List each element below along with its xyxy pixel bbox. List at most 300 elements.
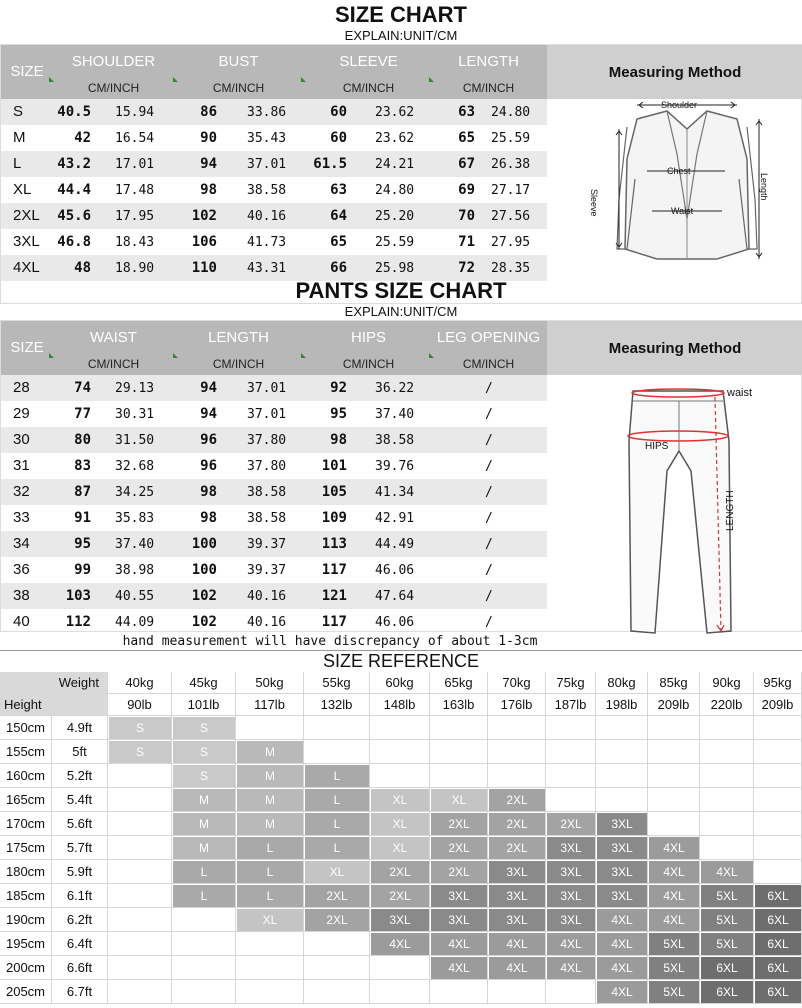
size-cell	[304, 740, 370, 764]
marker-icon	[173, 353, 178, 358]
inch-value: 46.06	[375, 563, 415, 578]
cm-value: 83	[74, 458, 91, 474]
size-suggestion: 2XL	[371, 861, 429, 883]
cm-value: 44.4	[57, 182, 91, 198]
height-cm: 165cm	[0, 788, 52, 812]
height-cm: 180cm	[0, 860, 52, 884]
size-cell	[370, 980, 430, 1004]
size-suggestion: 4XL	[701, 861, 753, 883]
size-suggestion: 6XL	[701, 957, 753, 979]
cm-value: 102	[191, 588, 217, 604]
size-suggestion: 3XL	[547, 885, 595, 907]
height-ft: 6.2ft	[52, 908, 108, 932]
weight-kg: 65kg	[430, 672, 488, 694]
cm-value: 80	[74, 432, 91, 448]
size-cell	[108, 788, 172, 812]
leg-opening-value: /	[485, 615, 493, 630]
jacket-title: SIZE CHART	[335, 2, 467, 27]
size-suggestion: 4XL	[597, 957, 647, 979]
size-suggestion: 4XL	[649, 909, 699, 931]
size-label: 31	[13, 457, 30, 474]
cm-value: 42	[74, 130, 91, 146]
cm-value: 92	[330, 380, 347, 396]
size-suggestion: M	[173, 789, 235, 811]
size-cell	[546, 980, 596, 1004]
size-suggestion: 6XL	[755, 885, 801, 907]
size-suggestion: M	[237, 765, 303, 787]
weight-lb: 187lb	[546, 694, 596, 716]
size-cell	[488, 764, 546, 788]
weight-kg: 55kg	[304, 672, 370, 694]
weight-lb: 117lb	[236, 694, 304, 716]
inch-value: 41.34	[375, 485, 415, 500]
weight-lb: 209lb	[648, 694, 700, 716]
weight-kg: 95kg	[754, 672, 802, 694]
size-suggestion: 2XL	[371, 885, 429, 907]
size-cell	[700, 812, 754, 836]
size-cell	[108, 884, 172, 908]
size-cell	[236, 716, 304, 740]
jacket-diagram	[597, 99, 777, 269]
size-cell	[108, 836, 172, 860]
size-suggestion: 3XL	[489, 885, 545, 907]
leg-opening-value: /	[485, 485, 493, 500]
size-cell	[430, 716, 488, 740]
height-cm: 190cm	[0, 908, 52, 932]
cm-value: 65	[458, 130, 475, 146]
size-suggestion: 6XL	[701, 981, 753, 1003]
inch-value: 39.76	[375, 459, 415, 474]
size-cell	[754, 788, 802, 812]
weight-kg: 40kg	[108, 672, 172, 694]
diagram-label-chest: Chest	[667, 166, 691, 176]
size-suggestion: XL	[237, 909, 303, 931]
inch-value: 31.50	[115, 433, 155, 448]
inch-value: 15.94	[115, 105, 155, 120]
unit-label: CM/INCH	[212, 81, 265, 95]
cm-value: 105	[321, 484, 347, 500]
height-cm: 150cm	[0, 716, 52, 740]
size-suggestion: M	[237, 789, 303, 811]
inch-value: 38.58	[247, 183, 287, 198]
inch-value: 24.80	[375, 183, 415, 198]
diagram-label-shoulder: Shoulder	[661, 100, 698, 110]
table-row	[1, 401, 547, 427]
size-cell	[430, 764, 488, 788]
size-suggestion: XL	[371, 813, 429, 835]
cm-value: 45.6	[57, 208, 91, 224]
size-cell	[304, 956, 370, 980]
diagram-label-waist: Waist	[671, 206, 694, 216]
height-cm: 155cm	[0, 740, 52, 764]
weight-kg: 50kg	[236, 672, 304, 694]
cm-value: 94	[200, 156, 217, 172]
size-suggestion: 4XL	[431, 957, 487, 979]
size-suggestion: 5XL	[649, 933, 699, 955]
inch-value: 32.68	[115, 459, 155, 474]
inch-value: 46.06	[375, 615, 415, 630]
cm-value: 69	[458, 182, 475, 198]
inch-value: 27.56	[491, 209, 531, 224]
cm-value: 60	[330, 104, 347, 120]
size-cell	[304, 716, 370, 740]
height-cm: 175cm	[0, 836, 52, 860]
weight-lb: 90lb	[108, 694, 172, 716]
weight-label: Weight	[0, 672, 108, 694]
cm-value: 109	[321, 510, 347, 526]
height-label: Height	[0, 694, 108, 716]
inch-value: 17.48	[115, 183, 155, 198]
diagram-label-length: Length	[759, 173, 769, 201]
cm-value: 102	[191, 614, 217, 630]
size-suggestion: 5XL	[649, 957, 699, 979]
cm-value: 98	[200, 182, 217, 198]
size-suggestion: 2XL	[547, 813, 595, 835]
size-cell	[172, 932, 236, 956]
inch-value: 42.91	[375, 511, 415, 526]
size-reference-title: SIZE REFERENCE	[0, 650, 802, 672]
size-suggestion: 5XL	[701, 885, 753, 907]
leg-opening-value: /	[485, 407, 493, 422]
size-cell	[648, 812, 700, 836]
height-ft: 5.7ft	[52, 836, 108, 860]
size-suggestion: 3XL	[431, 885, 487, 907]
cm-value: 117	[321, 562, 347, 578]
unit-label: CM/INCH	[462, 81, 515, 95]
height-ft: 6.6ft	[52, 956, 108, 980]
height-ft: 4.9ft	[52, 716, 108, 740]
size-label: 2XL	[13, 207, 40, 224]
inch-value: 17.95	[115, 209, 155, 224]
height-ft: 5.6ft	[52, 812, 108, 836]
table-row	[1, 505, 547, 531]
height-ft: 5ft	[52, 740, 108, 764]
size-cell	[108, 860, 172, 884]
inch-value: 25.59	[375, 235, 415, 250]
measurement-note: hand measurement will have discrepancy of about 1-3cm	[122, 634, 538, 649]
col-waist: WAIST	[90, 329, 137, 346]
pants-table-header	[1, 321, 547, 375]
size-suggestion: 3XL	[547, 861, 595, 883]
inch-value: 25.20	[375, 209, 415, 224]
weight-lb: 148lb	[370, 694, 430, 716]
size-cell	[236, 956, 304, 980]
weight-kg: 45kg	[172, 672, 236, 694]
inch-value: 24.80	[491, 105, 531, 120]
size-cell	[488, 980, 546, 1004]
inch-value: 41.73	[247, 235, 287, 250]
size-suggestion: L	[173, 885, 235, 907]
inch-value: 18.43	[115, 235, 155, 250]
weight-lb: 176lb	[488, 694, 546, 716]
size-cell	[596, 716, 648, 740]
cm-value: 106	[191, 234, 217, 250]
size-suggestion: L	[237, 861, 303, 883]
inch-value: 37.80	[247, 433, 287, 448]
cm-value: 72	[458, 260, 475, 276]
size-cell	[488, 740, 546, 764]
cm-value: 100	[191, 536, 217, 552]
inch-value: 25.98	[375, 261, 415, 276]
inch-value: 39.37	[247, 563, 287, 578]
size-suggestion: 4XL	[649, 885, 699, 907]
size-cell	[430, 980, 488, 1004]
cm-value: 48	[74, 260, 91, 276]
table-row	[1, 557, 547, 583]
weight-kg: 85kg	[648, 672, 700, 694]
size-cell	[596, 764, 648, 788]
inch-value: 35.83	[115, 511, 155, 526]
diagram-label-hips: HIPS	[645, 441, 669, 452]
size-cell	[108, 980, 172, 1004]
size-suggestion: M	[173, 837, 235, 859]
size-label: 36	[13, 561, 30, 578]
size-cell	[754, 836, 802, 860]
cm-value: 87	[74, 484, 91, 500]
inch-value: 37.01	[247, 381, 287, 396]
size-suggestion: 2XL	[305, 909, 369, 931]
size-cell	[648, 764, 700, 788]
pants-title: PANTS SIZE CHART	[295, 278, 507, 303]
cm-value: 94	[200, 406, 217, 422]
inch-value: 38.58	[247, 511, 287, 526]
jacket-size-table	[0, 44, 802, 304]
cm-value: 40.5	[57, 104, 91, 120]
size-suggestion: 4XL	[489, 957, 545, 979]
cm-value: 61.5	[313, 156, 347, 172]
weight-lb: 209lb	[754, 694, 802, 716]
size-suggestion: 4XL	[431, 933, 487, 955]
weight-lb: 101lb	[172, 694, 236, 716]
size-suggestion: 3XL	[597, 837, 647, 859]
size-cell	[700, 836, 754, 860]
height-cm: 170cm	[0, 812, 52, 836]
inch-value: 37.40	[115, 537, 155, 552]
size-suggestion: 5XL	[701, 933, 753, 955]
inch-value: 23.62	[375, 131, 415, 146]
cm-value: 98	[330, 432, 347, 448]
cm-value: 103	[65, 588, 91, 604]
jacket-measuring-method-label: Measuring Method	[547, 45, 802, 99]
size-cell	[546, 716, 596, 740]
table-row	[1, 375, 547, 401]
size-cell	[108, 956, 172, 980]
size-cell	[172, 956, 236, 980]
inch-value: 43.31	[247, 261, 287, 276]
unit-label: CM/INCH	[342, 357, 395, 371]
size-cell	[546, 764, 596, 788]
size-suggestion: 2XL	[489, 789, 545, 811]
col-length: LENGTH	[458, 53, 519, 70]
weight-kg: 75kg	[546, 672, 596, 694]
table-row	[1, 583, 547, 609]
inch-value: 25.59	[491, 131, 531, 146]
size-suggestion: 6XL	[755, 957, 801, 979]
size-suggestion: 4XL	[489, 933, 545, 955]
pants-measuring-method-label: Measuring Method	[547, 321, 802, 375]
marker-icon	[173, 77, 178, 82]
inch-value: 16.54	[115, 131, 155, 146]
size-suggestion: 3XL	[597, 861, 647, 883]
weight-lb: 220lb	[700, 694, 754, 716]
size-suggestion: 4XL	[597, 909, 647, 931]
size-suggestion: L	[305, 837, 369, 859]
inch-value: 26.38	[491, 157, 531, 172]
cm-value: 91	[74, 510, 91, 526]
size-cell	[754, 764, 802, 788]
size-suggestion: XL	[431, 789, 487, 811]
cm-value: 70	[458, 208, 475, 224]
table-row	[1, 479, 547, 505]
size-label: L	[13, 155, 22, 172]
size-suggestion: S	[109, 741, 171, 763]
size-suggestion: 3XL	[371, 909, 429, 931]
col-leg-opening: LEG OPENING	[436, 329, 541, 346]
leg-opening-value: /	[485, 563, 493, 578]
size-suggestion: 4XL	[649, 837, 699, 859]
height-cm: 160cm	[0, 764, 52, 788]
size-suggestion: 4XL	[547, 957, 595, 979]
size-label: 29	[13, 405, 30, 422]
size-label: 34	[13, 535, 30, 552]
size-suggestion: S	[173, 765, 235, 787]
table-row	[1, 177, 547, 203]
size-cell	[648, 740, 700, 764]
size-cell	[754, 812, 802, 836]
size-label: M	[13, 129, 26, 146]
col-bust: BUST	[218, 53, 259, 70]
height-ft: 5.4ft	[52, 788, 108, 812]
size-cell	[648, 788, 700, 812]
size-suggestion: 3XL	[547, 909, 595, 931]
cm-value: 113	[321, 536, 347, 552]
cm-value: 95	[330, 406, 347, 422]
size-suggestion: 3XL	[547, 837, 595, 859]
size-suggestion: 3XL	[489, 861, 545, 883]
size-suggestion: 4XL	[649, 861, 699, 883]
size-cell	[546, 740, 596, 764]
table-row	[1, 203, 547, 229]
inch-value: 44.49	[375, 537, 415, 552]
inch-value: 18.90	[115, 261, 155, 276]
diagram-label-length: LENGTH	[725, 490, 736, 531]
table-row	[1, 229, 547, 255]
size-cell	[108, 908, 172, 932]
inch-value: 17.01	[115, 157, 155, 172]
inch-value: 27.95	[491, 235, 531, 250]
cm-value: 110	[191, 260, 217, 276]
size-cell	[754, 740, 802, 764]
cm-value: 99	[74, 562, 91, 578]
weight-lb: 163lb	[430, 694, 488, 716]
cm-value: 64	[330, 208, 347, 224]
unit-label: CM/INCH	[87, 81, 140, 95]
inch-value: 44.09	[115, 615, 155, 630]
col-size: SIZE	[10, 63, 44, 80]
size-cell	[430, 740, 488, 764]
size-suggestion: M	[237, 813, 303, 835]
size-cell	[108, 764, 172, 788]
col-sleeve: SLEEVE	[339, 53, 398, 70]
size-suggestion: L	[237, 885, 303, 907]
inch-value: 47.64	[375, 589, 415, 604]
size-cell	[700, 788, 754, 812]
table-row	[1, 151, 547, 177]
weight-lb: 198lb	[596, 694, 648, 716]
height-cm: 195cm	[0, 932, 52, 956]
inch-value: 29.13	[115, 381, 155, 396]
table-row	[1, 99, 547, 125]
size-suggestion: XL	[305, 861, 369, 883]
height-cm: 205cm	[0, 980, 52, 1004]
size-suggestion: 5XL	[701, 909, 753, 931]
weight-lb: 132lb	[304, 694, 370, 716]
inch-value: 24.21	[375, 157, 415, 172]
height-cm: 200cm	[0, 956, 52, 980]
size-cell	[172, 980, 236, 1004]
size-suggestion: S	[173, 717, 235, 739]
weight-kg: 80kg	[596, 672, 648, 694]
size-suggestion: 2XL	[431, 813, 487, 835]
marker-icon	[301, 353, 306, 358]
diagram-label-waist: waist	[727, 387, 753, 399]
inch-value: 37.01	[247, 407, 287, 422]
leg-opening-value: /	[485, 589, 493, 604]
inch-value: 37.01	[247, 157, 287, 172]
table-row	[1, 453, 547, 479]
size-suggestion: M	[237, 741, 303, 763]
cm-value: 66	[330, 260, 347, 276]
cm-value: 86	[200, 104, 217, 120]
pants-size-table	[0, 320, 802, 632]
cm-value: 77	[74, 406, 91, 422]
size-suggestion: 2XL	[489, 813, 545, 835]
size-suggestion: XL	[371, 789, 429, 811]
unit-label: CM/INCH	[462, 357, 515, 371]
weight-kg: 70kg	[488, 672, 546, 694]
unit-label: CM/INCH	[87, 357, 140, 371]
size-suggestion: 4XL	[597, 933, 647, 955]
size-suggestion: L	[305, 789, 369, 811]
size-cell	[304, 932, 370, 956]
leg-opening-value: /	[485, 459, 493, 474]
inch-value: 27.17	[491, 183, 531, 198]
cm-value: 100	[191, 562, 217, 578]
size-suggestion: 6XL	[755, 981, 801, 1003]
inch-value: 28.35	[491, 261, 531, 276]
inch-value: 40.16	[247, 615, 287, 630]
cm-value: 121	[321, 588, 347, 604]
cm-value: 98	[200, 510, 217, 526]
marker-icon	[49, 77, 54, 82]
size-reference-table	[0, 650, 802, 1008]
height-ft: 6.4ft	[52, 932, 108, 956]
inch-value: 36.22	[375, 381, 415, 396]
cm-value: 101	[321, 458, 347, 474]
size-suggestion: L	[305, 765, 369, 787]
marker-icon	[49, 353, 54, 358]
col-size: SIZE	[10, 339, 44, 356]
size-suggestion: 3XL	[489, 909, 545, 931]
cm-value: 96	[200, 432, 217, 448]
marker-icon	[301, 77, 306, 82]
inch-value: 40.16	[247, 209, 287, 224]
cm-value: 43.2	[57, 156, 91, 172]
unit-label: CM/INCH	[342, 81, 395, 95]
size-suggestion: 6XL	[755, 933, 801, 955]
height-ft: 6.7ft	[52, 980, 108, 1004]
size-suggestion: 2XL	[431, 837, 487, 859]
